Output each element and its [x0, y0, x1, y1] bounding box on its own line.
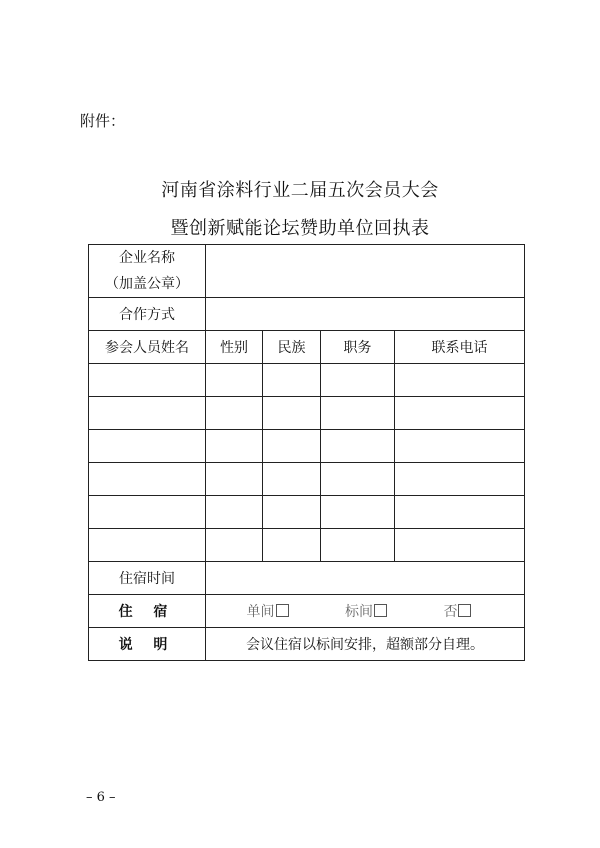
note-text: 会议住宿以标间安排，超额部分自理。 [206, 628, 525, 661]
checkbox-icon[interactable] [458, 604, 471, 617]
company-name-field[interactable] [206, 245, 525, 298]
attendee-position-field[interactable] [321, 496, 395, 529]
stay-time-label: 住宿时间 [89, 562, 206, 595]
document-title-line1: 河南省涂料行业二届五次会员大会 [161, 180, 439, 201]
attendee-ethnicity-field[interactable] [263, 364, 321, 397]
attendee-phone-field[interactable] [395, 529, 525, 562]
header-gender: 性别 [206, 331, 263, 364]
attendee-ethnicity-field[interactable] [263, 430, 321, 463]
company-seal-label: （加盖公章） [105, 276, 189, 292]
checkbox-icon[interactable] [276, 604, 289, 617]
cooperation-row [89, 298, 525, 331]
option-no-stay-label: 否 [443, 604, 458, 620]
company-label: 企业名称 [119, 250, 175, 266]
checkbox-icon[interactable] [374, 604, 387, 617]
receipt-form-table [88, 244, 525, 661]
attendee-gender-field[interactable] [206, 496, 263, 529]
attendee-row [89, 397, 525, 430]
attendee-name-field[interactable] [89, 463, 206, 496]
attendee-phone-field[interactable] [395, 463, 525, 496]
note-row [89, 628, 525, 661]
attendee-phone-field[interactable] [395, 364, 525, 397]
attendee-name-field[interactable] [89, 397, 206, 430]
attendee-gender-field[interactable] [206, 397, 263, 430]
header-row [89, 331, 525, 364]
attendee-gender-field[interactable] [206, 430, 263, 463]
attendee-gender-field[interactable] [206, 529, 263, 562]
stay-label: 住 宿 [89, 595, 206, 628]
attendee-position-field[interactable] [321, 529, 395, 562]
attendee-position-field[interactable] [321, 430, 395, 463]
attendee-name-field[interactable] [89, 496, 206, 529]
header-phone: 联系电话 [395, 331, 525, 364]
attendee-position-field[interactable] [321, 397, 395, 430]
option-no-stay[interactable] [443, 601, 471, 621]
cooperation-label: 合作方式 [89, 298, 206, 331]
note-label: 说 明 [89, 628, 206, 661]
attendee-row [89, 463, 525, 496]
attendee-ethnicity-field[interactable] [263, 496, 321, 529]
attendee-row [89, 364, 525, 397]
stay-row [89, 595, 525, 628]
attendee-gender-field[interactable] [206, 364, 263, 397]
attendee-name-field[interactable] [89, 430, 206, 463]
attendee-phone-field[interactable] [395, 397, 525, 430]
stay-options [206, 595, 525, 628]
attachment-label: 附件： [80, 112, 126, 130]
attendee-position-field[interactable] [321, 463, 395, 496]
header-position: 职务 [321, 331, 395, 364]
stay-time-field[interactable] [206, 562, 525, 595]
cooperation-field[interactable] [206, 298, 525, 331]
attendee-ethnicity-field[interactable] [263, 397, 321, 430]
option-single-room[interactable] [247, 601, 289, 621]
attendee-phone-field[interactable] [395, 430, 525, 463]
option-standard-room[interactable] [345, 601, 387, 621]
attendee-ethnicity-field[interactable] [263, 529, 321, 562]
attendee-gender-field[interactable] [206, 463, 263, 496]
attendee-ethnicity-field[interactable] [263, 463, 321, 496]
attendee-name-field[interactable] [89, 364, 206, 397]
document-title-line2: 暨创新赋能论坛赞助单位回执表 [170, 218, 430, 239]
page-number: – 6 – [86, 790, 116, 805]
attendee-row [89, 430, 525, 463]
attendee-name-field[interactable] [89, 529, 206, 562]
company-row [89, 245, 525, 298]
company-label-cell [89, 245, 206, 298]
option-standard-room-label: 标间 [345, 604, 373, 620]
attendee-row [89, 496, 525, 529]
header-ethnicity: 民族 [263, 331, 321, 364]
option-single-room-label: 单间 [246, 604, 275, 620]
attendee-row [89, 529, 525, 562]
stay-time-row [89, 562, 525, 595]
attendee-phone-field[interactable] [395, 496, 525, 529]
attendee-position-field[interactable] [321, 364, 395, 397]
header-name: 参会人员姓名 [89, 331, 206, 364]
